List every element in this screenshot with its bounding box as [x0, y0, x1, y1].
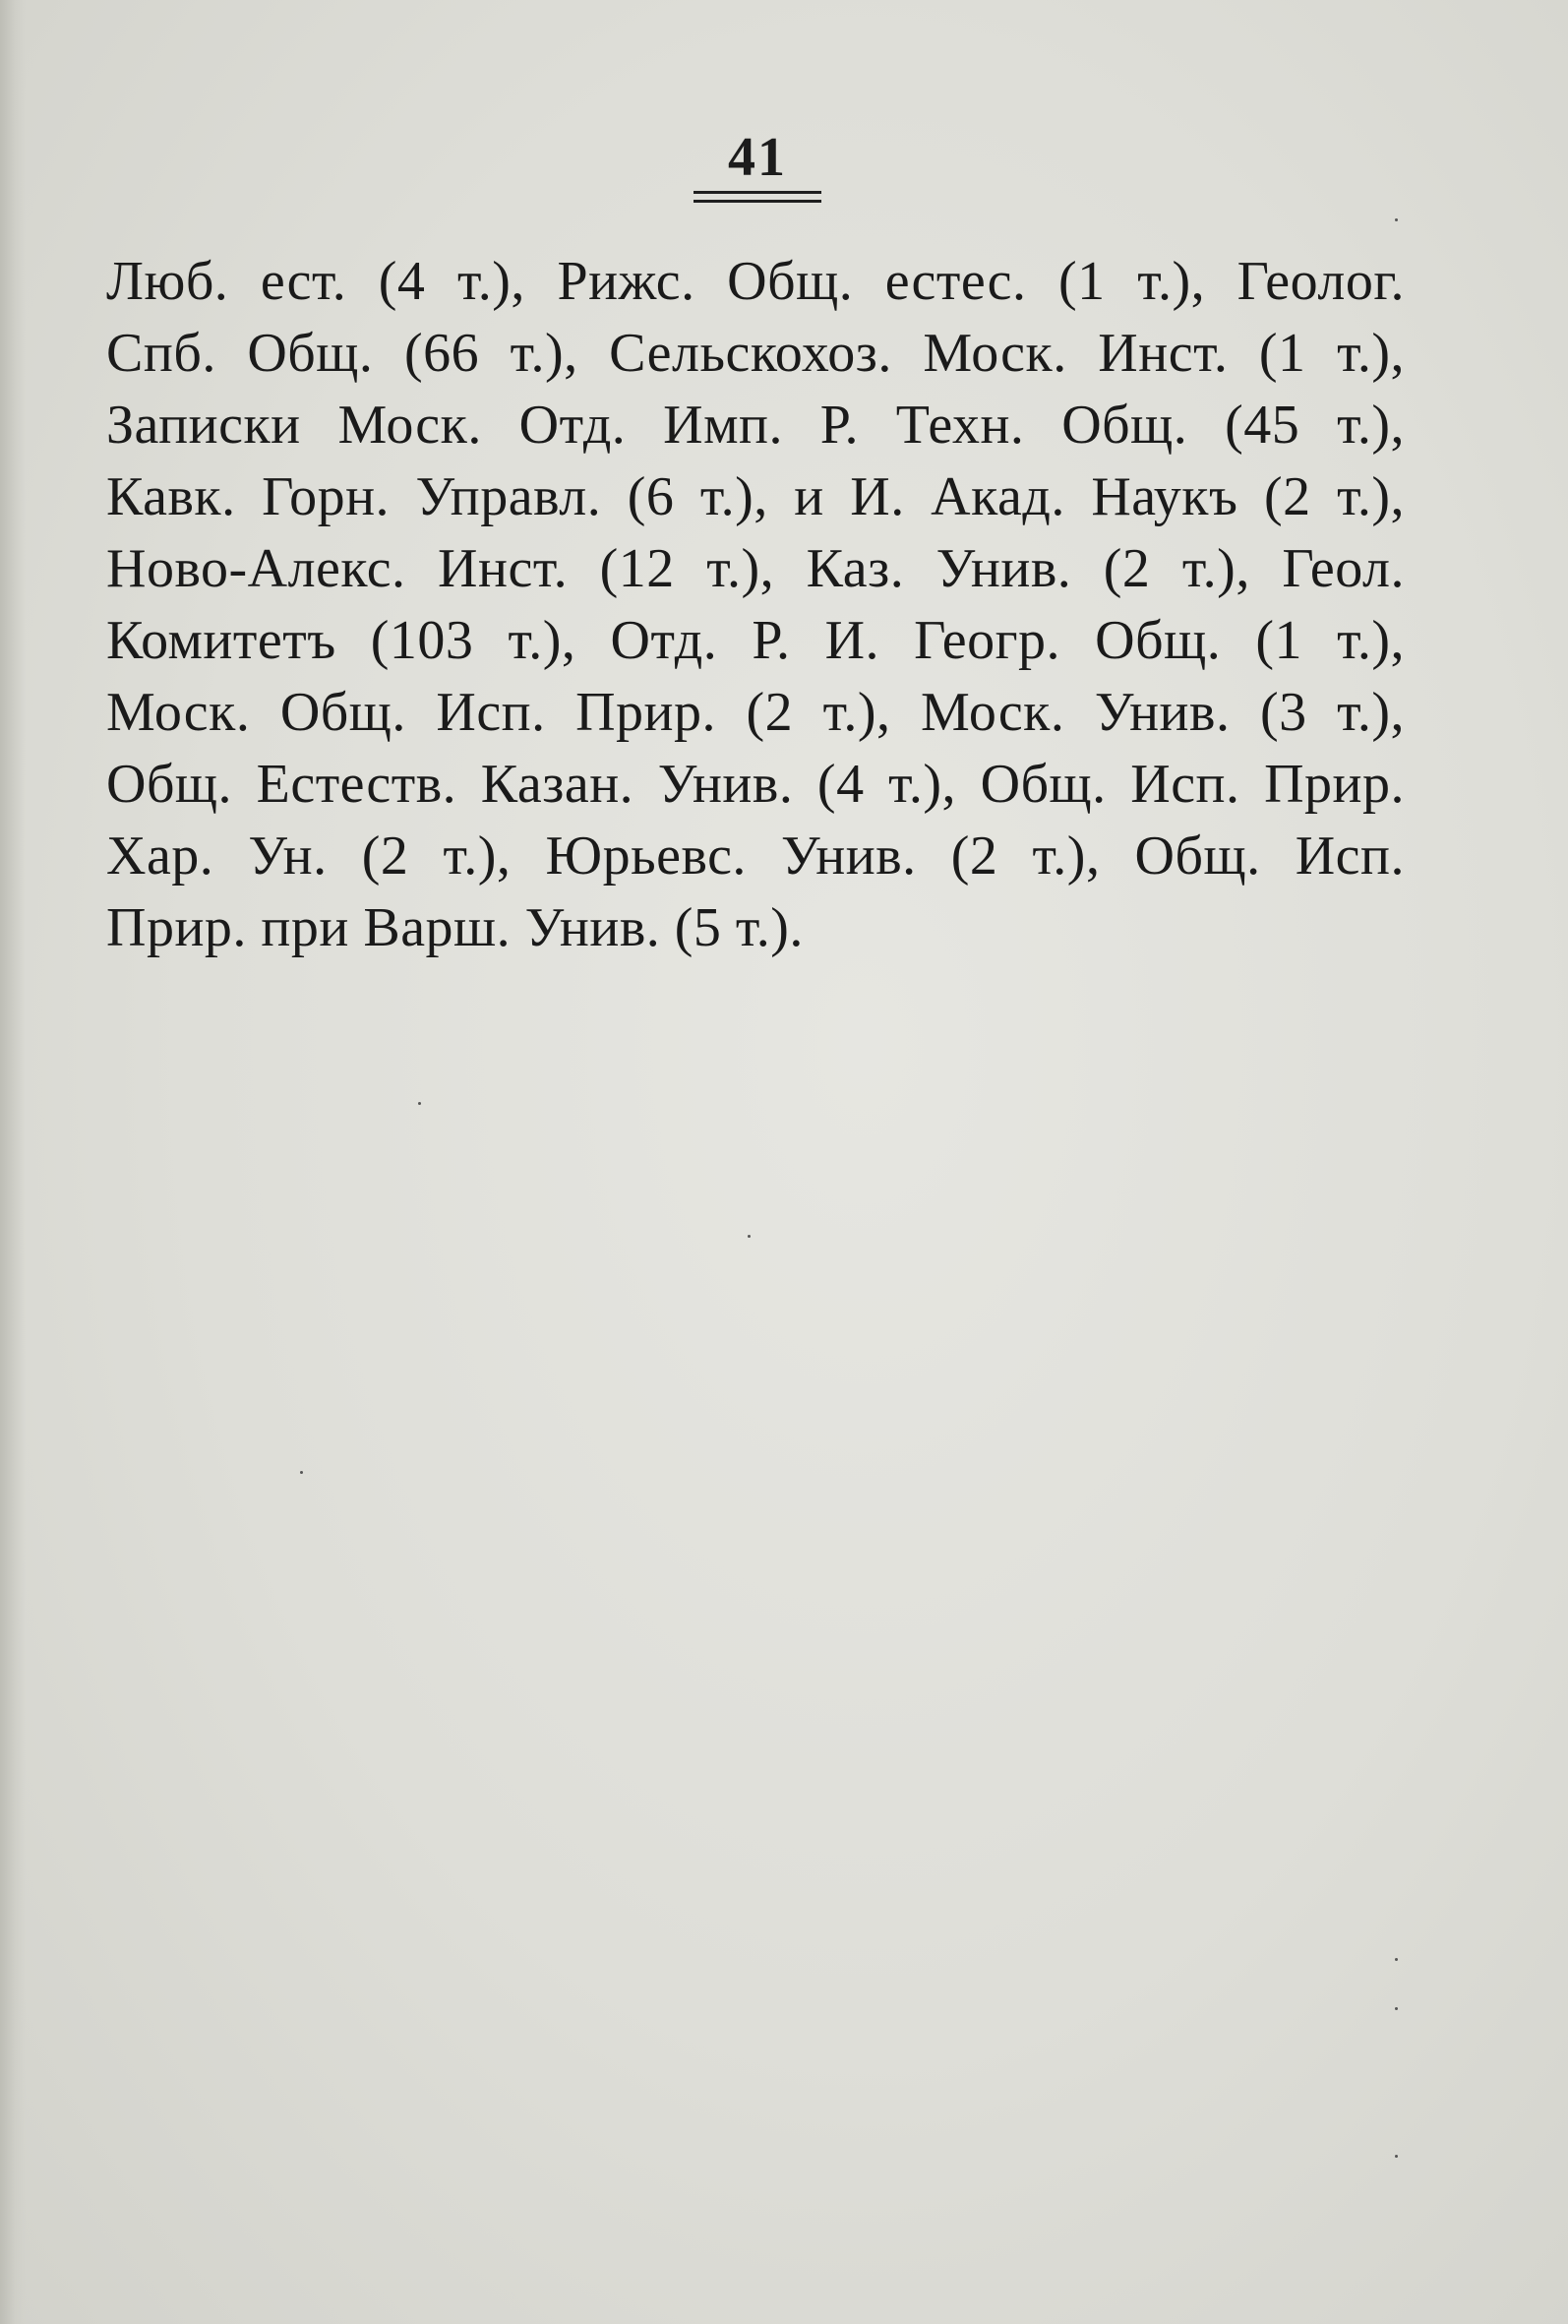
- body-text: [106, 246, 1405, 964]
- page-number-underline-top: [694, 191, 821, 194]
- text-line: Записки Моск. Отд. Имп. Р. Техн. Общ. (45 т.),: [106, 395, 1405, 456]
- text-line: Кавк. Горн. Управл. (6 т.), и И. Акад. Наукъ (2 т.),: [106, 466, 1405, 527]
- text-line: Ново-Алекс. Инст. (12 т.), Каз. Унив. (2 т.), Геол.: [106, 538, 1405, 599]
- text-line: Хар. Ун. (2 т.), Юрьевс. Унив. (2 т.), Общ. Исп.: [106, 826, 1405, 887]
- paper-speck: [1395, 218, 1398, 221]
- paper-speck: [1395, 1958, 1398, 1961]
- paper-speck: [300, 1471, 303, 1474]
- paper-speck: [1395, 2155, 1398, 2158]
- page-number: 41: [728, 127, 787, 188]
- text-line: Прир. при Варш. Унив. (5 т.).: [106, 897, 804, 958]
- page-binding-shadow: [0, 0, 26, 2324]
- text-line: Спб. Общ. (66 т.), Сельскохоз. Моск. Инст. (1 т.),: [106, 323, 1405, 384]
- text-line: Общ. Естеств. Казан. Унив. (4 т.), Общ. Исп. Прир.: [106, 754, 1405, 815]
- paper-speck: [1395, 2007, 1398, 2010]
- text-line: Моск. Общ. Исп. Прир. (2 т.), Моск. Унив. (3 т.),: [106, 682, 1405, 743]
- text-line: Люб. ест. (4 т.), Рижс. Общ. естес. (1 т.), Геолог.: [106, 251, 1405, 312]
- text-line: Комитетъ (103 т.), Отд. Р. И. Геогр. Общ. (1 т.),: [106, 610, 1405, 671]
- paper-speck: [748, 1235, 751, 1238]
- paper-speck: [418, 1102, 421, 1105]
- page-number-underline-bottom: [694, 200, 821, 203]
